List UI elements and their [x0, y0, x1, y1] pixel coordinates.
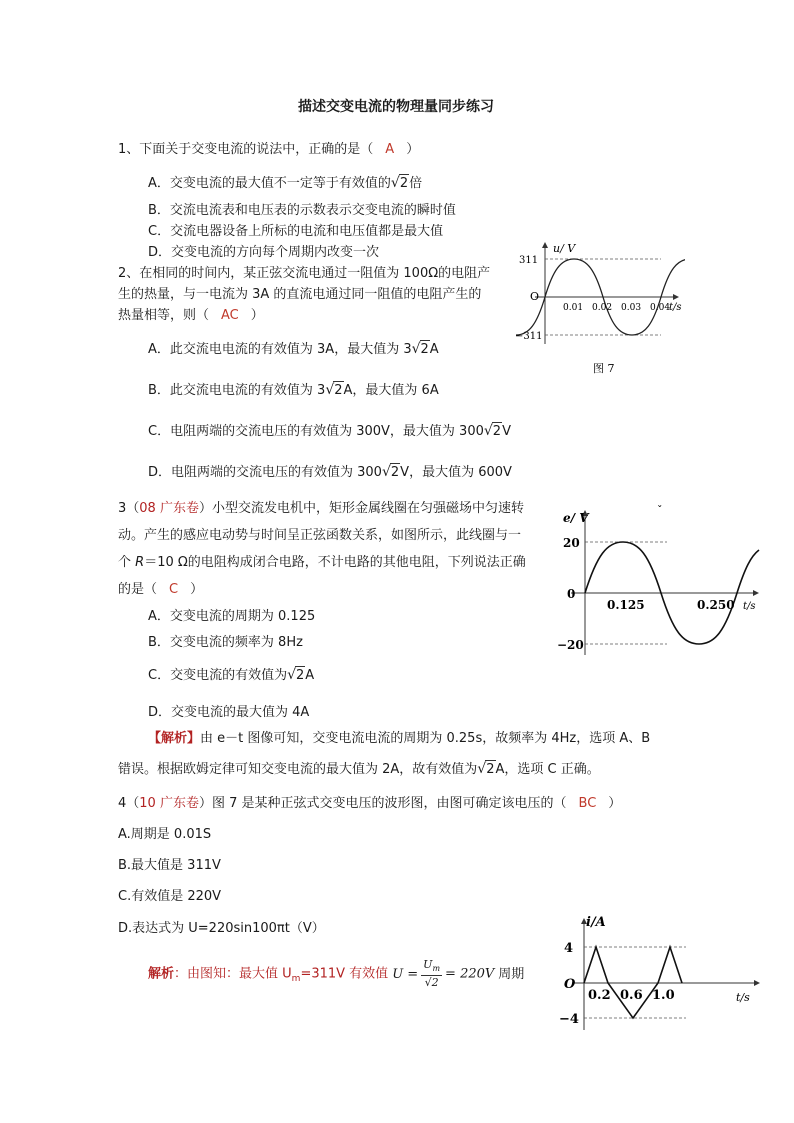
figure-7-y-min: −311	[515, 331, 543, 342]
figure-7-x-label: t/s	[669, 302, 682, 313]
q2-option-c: C．电阻两端的交流电压的有效值为 300V，最大值为 300√2V	[148, 423, 511, 439]
figure-current-tick-3: 1.0	[652, 988, 675, 1003]
figure-7-y-label: u/ V	[553, 242, 576, 255]
q1-option-a: A．交变电流的最大值不一定等于有效值的√2倍	[148, 175, 423, 191]
q3-option-a: A．交变电流的周期为 0.125	[148, 609, 316, 624]
figure-emf-stray-mark: ˇ	[657, 504, 663, 517]
q3-option-c: C．交变电流的有效值为√2A	[148, 667, 315, 683]
q1-answer: A	[385, 142, 395, 157]
figure-7-tick: 0.01	[563, 303, 584, 313]
figure-emf-x-label: t/s	[743, 601, 756, 612]
figure-current-graph	[558, 912, 768, 1034]
q1-option-c: C．交流电器设备上所标的电流和电压值都是最大值	[148, 224, 444, 239]
figure-current-origin: O	[564, 977, 576, 992]
figure-current-y-min: −4	[559, 1012, 579, 1027]
figure-emf-y-zero: 0	[567, 587, 576, 601]
figure-emf-y-max: 20	[563, 536, 580, 550]
q4-stem: 4（10 广东卷）图 7 是某种正弦式交变电压的波形图，由图可确定该电压的（ BC ）	[118, 796, 622, 811]
figure-7-origin: O	[530, 290, 540, 303]
figure-emf-graph	[555, 500, 765, 660]
figure-current-tick-2: 0.6	[620, 988, 643, 1003]
figure-7-y-max: 311	[519, 255, 539, 266]
figure-emf-y-min: −20	[557, 638, 584, 652]
figure-7-caption: 图 7	[593, 362, 615, 375]
figure-7-tick: 0.03	[621, 303, 642, 313]
figure-emf-tick-2: 0.250	[697, 598, 735, 612]
figure-current-y-label: i/A	[586, 915, 606, 930]
q4-option-d: D.表达式为 U=220sin100πt（V）	[118, 921, 325, 936]
page-title: 描述交变电流的物理量同步练习	[298, 99, 494, 115]
q1-option-b: B．交流电流表和电压表的示数表示交变电流的瞬时值	[148, 203, 456, 218]
q2-option-d: D．电阻两端的交流电压的有效值为 300√2V，最大值为 600V	[148, 464, 512, 480]
figure-emf-y-label: e/ V	[563, 511, 589, 525]
q4-answer: BC	[578, 796, 597, 811]
q3-stem-line3: 个 R＝10 Ω的电阻构成闭合电路，不计电路的其他电阻，下列说法正确	[118, 555, 526, 570]
q3-option-b: B．交变电流的频率为 8Hz	[148, 635, 303, 650]
q3-stem-line4: 的是（ C ）	[118, 582, 204, 597]
q1-option-d: D．交变电流的方向每个周期内改变一次	[148, 245, 380, 260]
q4-analysis: 解析：由图知：最大值 $U_m=311V$ 有效值 U = $\frac{U_m}{√2}$ = 220V 周期	[148, 958, 525, 990]
q4-option-a: A.周期是 0.01S	[118, 827, 212, 842]
q3-analysis-tag: 【解析】	[148, 731, 201, 746]
q3-option-d: D．交变电流的最大值为 4A	[148, 705, 310, 720]
q2-option-a: A．此交流电电流的有效值为 3A，最大值为 3√2A	[148, 341, 439, 357]
q1-stem: 1、下面关于交变电流的说法中，正确的是（ A ）	[118, 142, 420, 157]
q4-analysis-tag: 解析	[148, 966, 175, 982]
q3-stem-line1: 3（08 广东卷）小型交流发电机中，矩形金属线圈在匀强磁场中匀速转	[118, 501, 524, 516]
q4-option-c: C.有效值是 220V	[118, 889, 222, 904]
q4-option-b: B.最大值是 311V	[118, 858, 221, 873]
q3-analysis-line2: 错误。根据欧姆定律可知交变电流的最大值为 2A，故有效值为√2A，选项 C 正确。	[118, 761, 600, 777]
figure-7-voltage-graph	[515, 240, 685, 380]
q2-option-b: B．此交流电电流的有效值为 3√2A，最大值为 6A	[148, 382, 439, 398]
q2-stem-line2: 生的热量，与一电流为 3A 的直流电通过同一阻值的电阻产生的	[118, 287, 482, 302]
figure-current-y-max: 4	[564, 941, 574, 956]
q3-answer: C	[169, 582, 179, 597]
q3-stem-line2: 动。产生的感应电动势与时间呈正弦函数关系，如图所示，此线圈与一	[118, 528, 522, 543]
figure-7-tick: 0.04	[650, 303, 671, 313]
figure-emf-tick-1: 0.125	[607, 598, 645, 612]
q2-stem-line1: 2、在相同的时间内，某正弦交流电通过一阻值为 100Ω的电阻产	[118, 266, 491, 281]
q3-analysis-line1: 【解析】由 e－t 图像可知，交变电流电流的周期为 0.25s，故频率为 4Hz，选项 A、B	[148, 731, 651, 746]
figure-current-tick-1: 0.2	[588, 988, 611, 1003]
figure-7-tick: 0.02	[592, 303, 613, 313]
q2-stem-line3: 热量相等，则（ AC ）	[118, 308, 264, 323]
figure-current-x-label: t/s	[736, 991, 750, 1004]
q2-answer: AC	[221, 308, 239, 323]
